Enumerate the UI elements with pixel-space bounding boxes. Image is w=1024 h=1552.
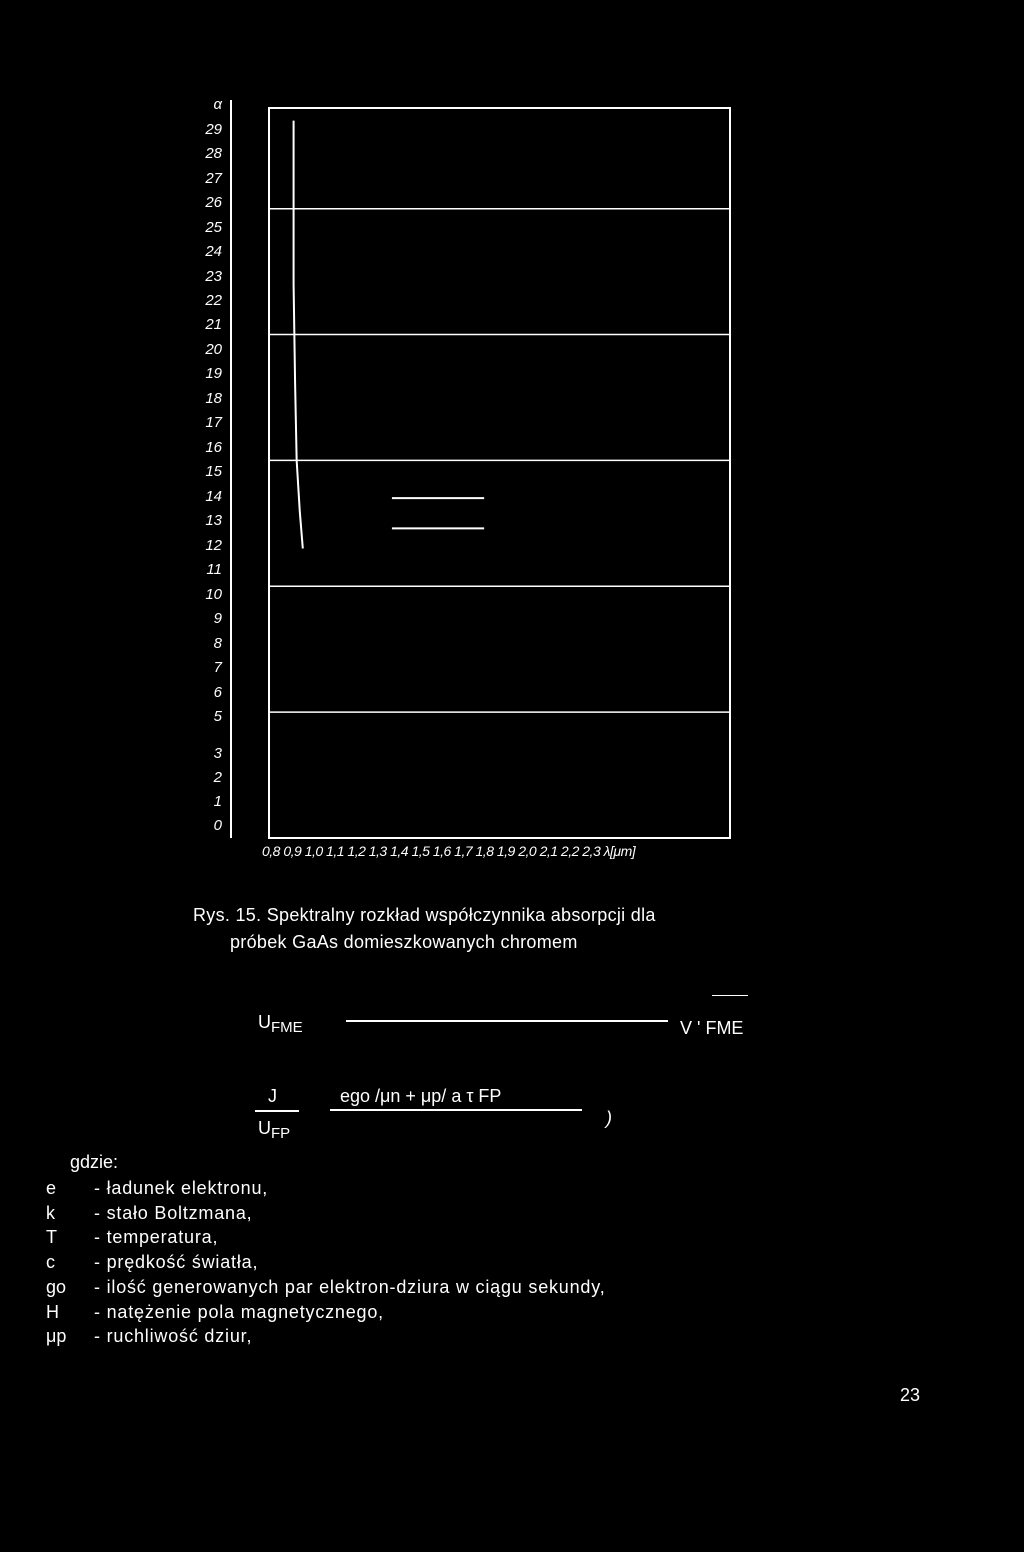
y-tick-label: 5 — [213, 708, 222, 725]
caption-line-1: Rys. 15. Spektralny rozkład współczynnika absorpcji dla — [193, 905, 656, 925]
definition-symbol: μp — [46, 1326, 67, 1347]
definition-symbol: c — [46, 1252, 55, 1273]
y-tick-label: 20 — [205, 340, 222, 358]
y-tick-label: 0 — [213, 817, 222, 834]
y-tick-label: 28 — [205, 145, 222, 163]
x-tick-text: 0,8 0,9 1,0 1,1 1,2 1,3 1,4 1,5 1,6 1,7 1,8 1,9 2,0 2,1 2,2 2,3 — [262, 843, 601, 859]
equation-1-lhs — [258, 1012, 303, 1036]
definition-text: - stało Boltzmana, — [94, 1202, 253, 1223]
eq2-rhs: ego /μn + μp/ a τ FP — [340, 1086, 502, 1106]
x-tick-labels — [262, 843, 635, 859]
y-tick-label: 2 — [213, 769, 222, 786]
y-tick-label: 11 — [206, 561, 222, 579]
y-tick-label: 25 — [205, 218, 222, 236]
y-tick-label: 8 — [213, 634, 222, 652]
x-axis-label: λ[μm] — [603, 843, 636, 859]
eq1-fraction-line — [346, 1020, 668, 1022]
y-tick-label: 22 — [205, 292, 222, 309]
eq2-right-fraction-line — [330, 1109, 582, 1111]
caption-line-2: próbek GaAs domieszkowanych chromem — [230, 932, 578, 952]
equation-1-rhs: V ' FME — [680, 1018, 744, 1038]
page-number: 23 — [900, 1385, 921, 1405]
figure-caption — [193, 902, 656, 956]
definition-symbol: e — [46, 1178, 57, 1198]
definition-symbol: go — [46, 1276, 67, 1297]
y-tick-label: 27 — [205, 169, 222, 187]
y-tick-label: 18 — [205, 389, 222, 407]
y-tick-label: 1 — [213, 793, 222, 810]
y-tick-label: 26 — [205, 194, 222, 212]
plot-frame — [269, 108, 730, 838]
definitions-intro: gdzie: — [70, 1152, 119, 1172]
definition-text: - prędkość światła, — [94, 1252, 259, 1273]
definition-symbol: T — [46, 1227, 57, 1248]
y-tick-label: 16 — [205, 438, 222, 456]
eq1-overbar — [712, 995, 748, 996]
eq2-den-symbol: U — [258, 1118, 271, 1138]
y-tick-label: 17 — [205, 414, 222, 432]
definition-text: - temperatura, — [94, 1227, 219, 1248]
definition-text: - ruchliwość dziur, — [94, 1326, 253, 1347]
y-tick-label: 23 — [205, 267, 222, 285]
definition-symbol: H — [46, 1301, 59, 1322]
eq2-denominator — [258, 1118, 290, 1142]
y-tick-label: 29 — [205, 120, 222, 138]
eq2-numerator: J — [268, 1086, 277, 1106]
eq2-den-subscript: FP — [271, 1125, 291, 1142]
eq1-symbol: U — [258, 1012, 271, 1032]
y-tick-label: 3 — [213, 745, 222, 762]
y-tick-label: 9 — [213, 610, 222, 628]
y-tick-label: 13 — [205, 512, 222, 530]
y-tick-label: 19 — [205, 365, 222, 383]
y-tick-label: 7 — [213, 659, 222, 677]
definition-symbol: k — [46, 1202, 55, 1223]
definition-text: - ilość generowanych par elektron-dziura w ciągu sekundy, — [94, 1276, 606, 1297]
eq2-tail: ) — [606, 1108, 612, 1128]
y-axis-label: α — [213, 96, 222, 113]
y-tick-label: 12 — [205, 536, 222, 554]
definition-text: - ładunek elektronu, — [94, 1178, 269, 1198]
eq2-left-fraction-line — [255, 1110, 299, 1112]
y-tick-label: 15 — [205, 463, 222, 481]
y-tick-label: 6 — [213, 683, 222, 701]
y-tick-label: 14 — [205, 487, 222, 505]
definition-text: - natężenie pola magnetycznego, — [94, 1301, 384, 1322]
y-tick-label: 21 — [205, 316, 222, 334]
y-tick-label: 10 — [205, 585, 222, 603]
eq1-subscript: FME — [271, 1019, 303, 1036]
y-tick-label: 24 — [205, 243, 222, 261]
